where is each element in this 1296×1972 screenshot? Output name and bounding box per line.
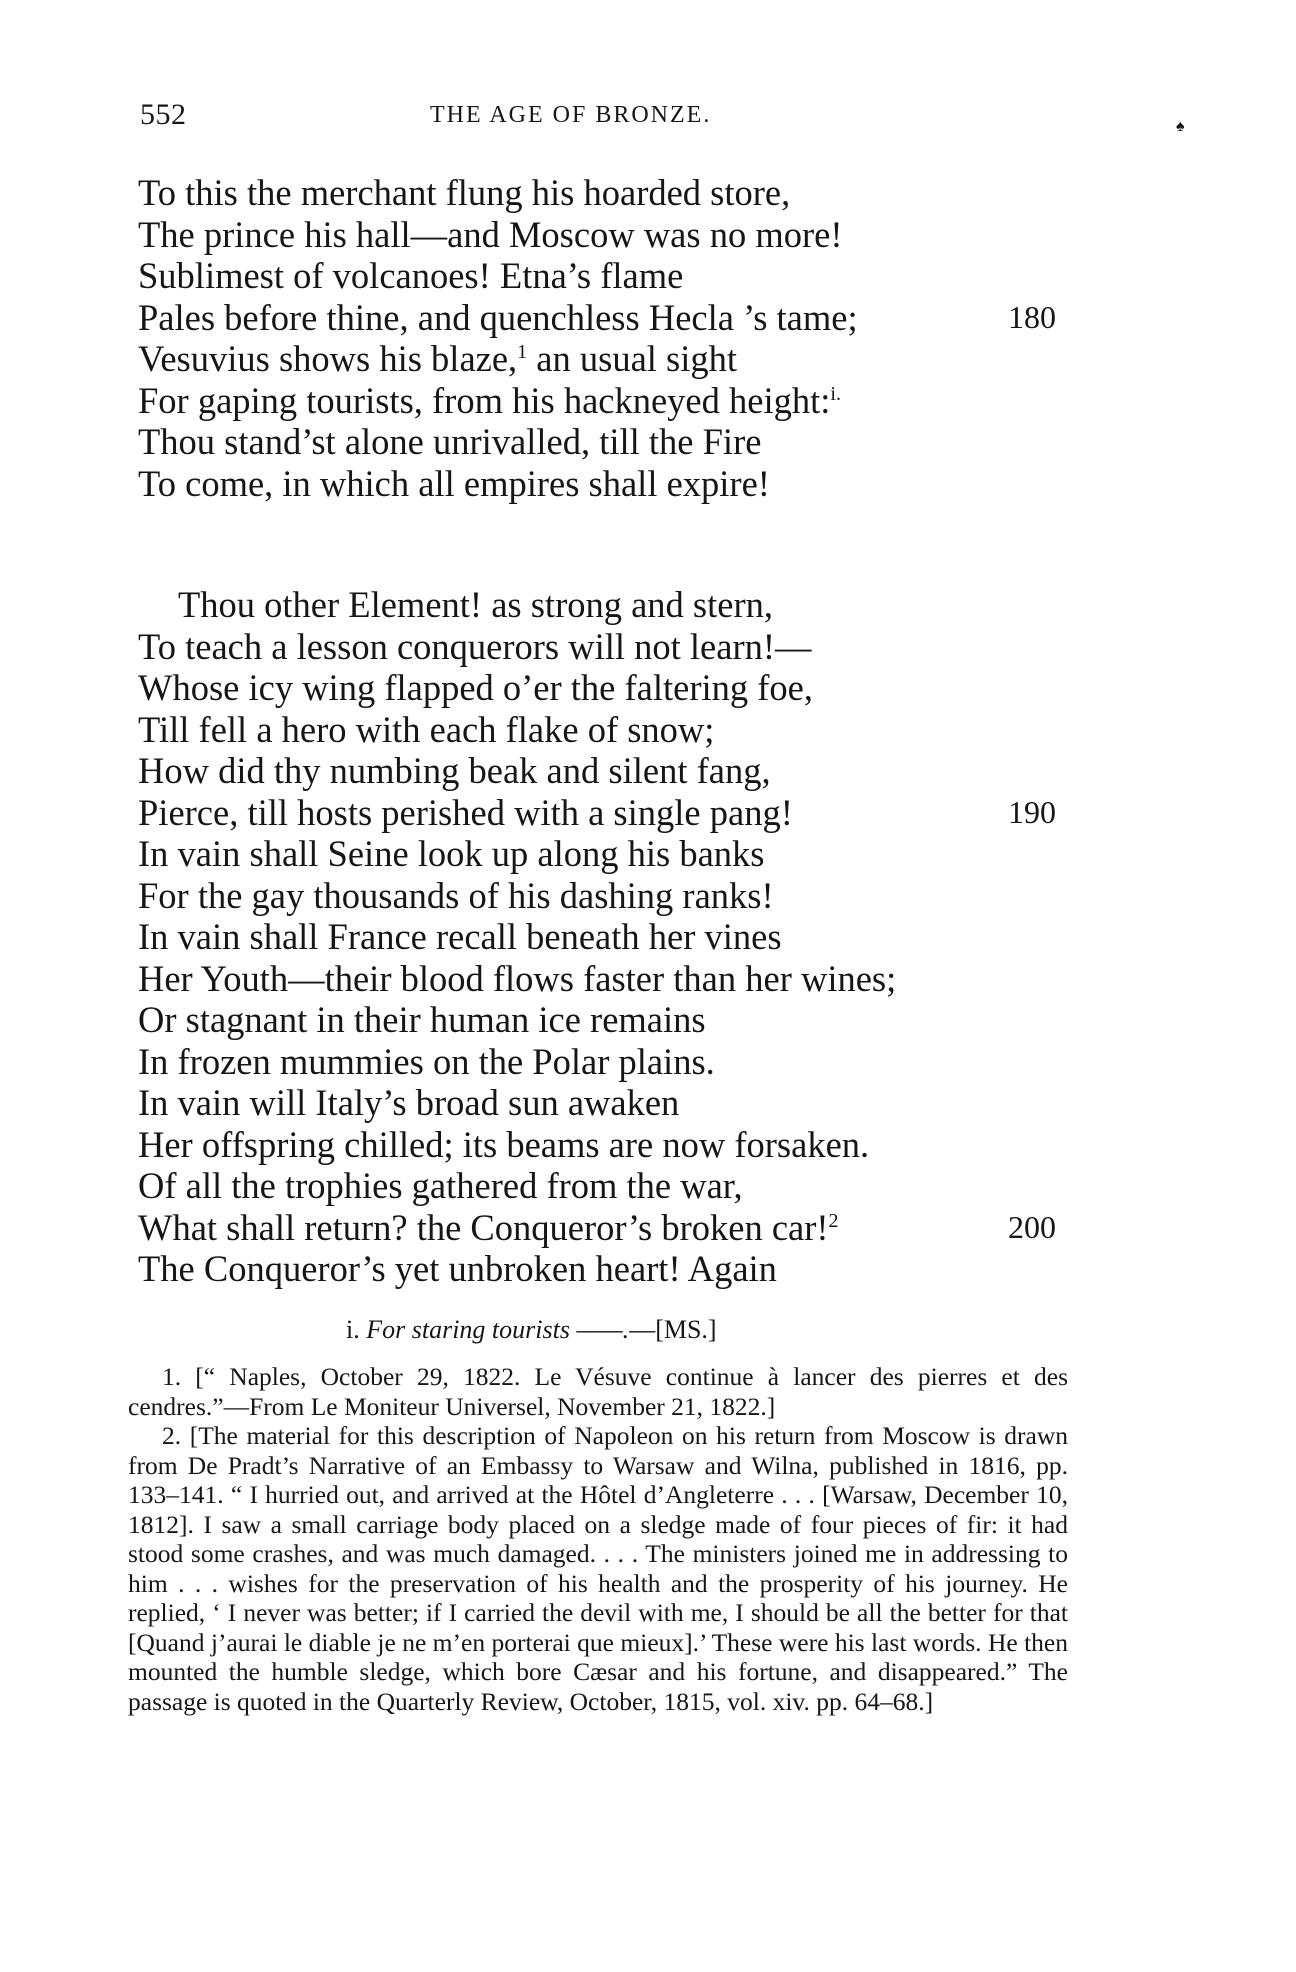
variant-label: i. (346, 1315, 360, 1344)
verse-line: In vain shall Seine look up along his banks (138, 833, 765, 874)
verse-line: To come, in which all empires shall expire! (138, 462, 770, 504)
verse-line: The prince his hall—and Moscow was no more! (138, 213, 843, 255)
verse-line: Thou stand’st alone unrivalled, till the Fire (138, 421, 762, 462)
line-number: 200 (1008, 1208, 1056, 1245)
verse-line: Her Youth—their blood flows faster than her wines; (138, 957, 897, 999)
verse-line: To this the merchant flung his hoarded store, (138, 172, 791, 213)
footnote-ref: 2 (828, 1209, 839, 1232)
verse-line: Of all the trophies gathered from the war, (138, 1165, 743, 1206)
verse-line: In vain will Italy’s broad sun awaken (138, 1082, 680, 1123)
variant-ref: i. (830, 382, 841, 405)
stanza-2 (138, 584, 1098, 1290)
verse-line: Till fell a hero with each flake of snow; (138, 708, 715, 750)
running-title: THE AGE OF BRONZE. (430, 102, 712, 128)
verse-line: Whose icy wing flapped o’er the faltering foe, (138, 667, 813, 708)
verse-line: Pierce, till hosts perished with a single pang! 190 (138, 791, 1056, 833)
verse-line: In vain shall France recall beneath her vines (138, 916, 782, 957)
verse-line: Pales before thine, and quenchless Hecla ’s tame; 180 (138, 296, 1056, 338)
verse-line: For gaping tourists, from his hackneyed height:$^{i.}$ (138, 379, 841, 421)
verse-line: Thou other Element! as strong and stern, (178, 584, 773, 625)
verse-line: Her offspring chilled; its beams are now forsaken. (138, 1123, 870, 1165)
corner-mark: ♠ (1176, 118, 1185, 135)
variant-text: For staring tourists ——. (366, 1315, 630, 1344)
verse-line: How did thy numbing beak and silent fang, (138, 750, 771, 791)
variant-reading (346, 1315, 717, 1345)
line-number: 180 (1008, 298, 1056, 335)
variant-source: —[MS.] (629, 1315, 717, 1344)
line-number: 190 (1008, 793, 1056, 830)
verse-line: In frozen mummies on the Polar plains. (138, 1040, 715, 1082)
verse-line: Or stagnant in their human ice remains (138, 999, 706, 1040)
footnote-1: 1. [“ Naples, October 29, 1822. Le Vésuve continue à lancer des pierres et des cendres.”—From Le Moniteur Universel, November 21, 1822.] (128, 1362, 1068, 1421)
page-number: 552 (140, 98, 187, 131)
footnotes (128, 1362, 1068, 1716)
page-header (128, 98, 1185, 138)
stanza-1 (138, 172, 1098, 504)
verse-line: For the gay thousands of his dashing ranks! (138, 874, 774, 916)
verse-line: Sublimest of volcanoes! Etna’s flame (138, 255, 684, 296)
verse-line: To teach a lesson conquerors will not learn!— (138, 625, 812, 667)
verse-line: The Conqueror’s yet unbroken heart! Again (138, 1248, 777, 1289)
verse-line: Vesuvius shows his blaze,$^1$ an usual sight (138, 338, 738, 379)
footnote-ref: 1 (517, 340, 528, 363)
footnote-2: 2. [The material for this description of Napoleon on his return from Moscow is drawn from De Pradt’s Narrative of an Embassy to Warsaw and Wilna, published in 1816, pp. 133–141. “ I hurried out, and arrived at the Hôtel d’Angleterre . . . [Warsaw, December 10, 1812]. I saw a small carriage body placed on a sledge made of four pieces of fir: it had stood some crashes, and was much damaged. . . . The ministers joined me in addressing to him . . . wishes for the preservation of his health and the prosperity of his journey. He replied, ‘ I never was better; if I carried the devil with me, I should be all the better for that [Quand j’aurai le diable je ne m’en porterai que mieux].’ These were his last words. He then mounted the humble sledge, which bore Cæsar and his fortune, and disappeared.” The passage is quoted in the Quarterly Review, October, 1815, vol. xiv. pp. 64–68.] (128, 1421, 1068, 1716)
verse-line: What shall return? the Conqueror’s broken car!$^2$ 200 (138, 1206, 1056, 1248)
